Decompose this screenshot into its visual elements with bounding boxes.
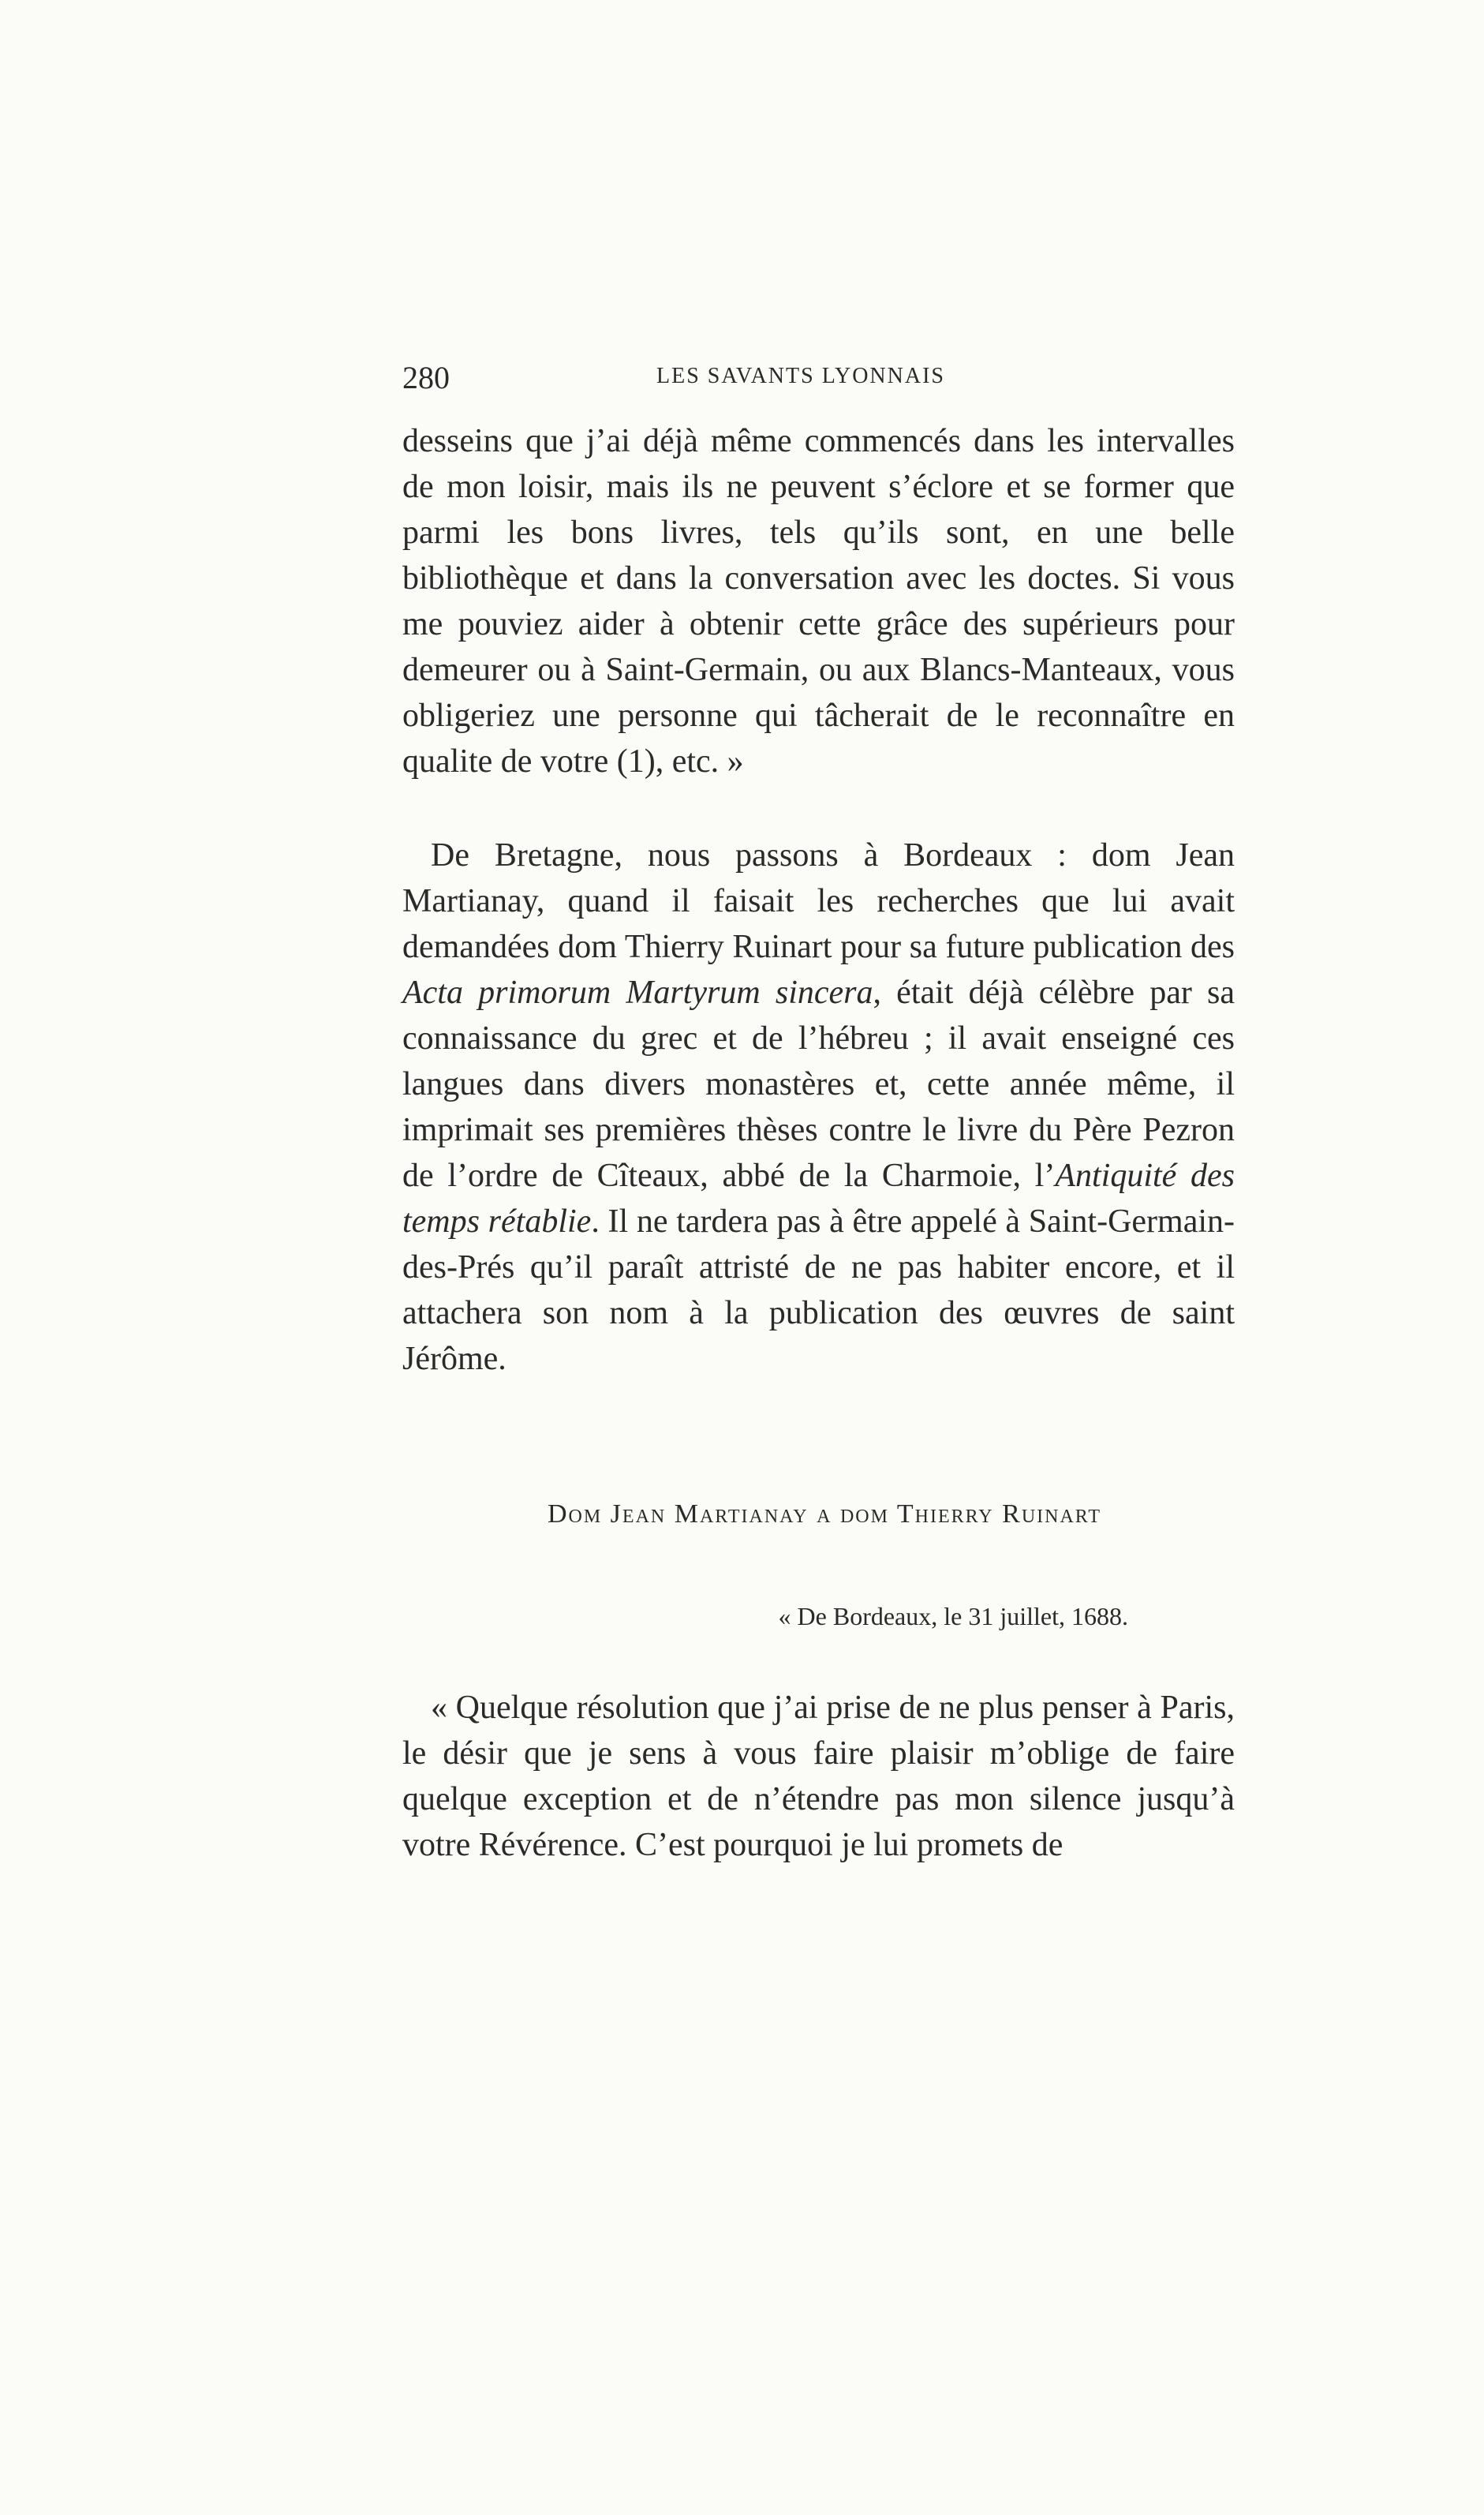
letter-heading: Dom Jean Martianay a dom Thierry Ruinart (547, 1499, 1102, 1529)
text-run: , était déjà célèbre par sa connaissance du grec et de l’hébreu ; il avait enseigné ces langues dans divers monastères et, cette année même, il imprimait ses premières thèses contre le livre du Père Pezron de l’ordre de Cîteaux, abbé de la Charmoie, l’ (402, 975, 1235, 1194)
letter-dateline: « De Bordeaux, le 31 juillet, 1688. (778, 1602, 1128, 1630)
paragraph-text: « Quelque résolution que j’ai prise de ne plus penser à Paris, le désir que je sens à vous faire plaisir m’oblige de faire quelque exception et de n’étendre pas mon silence jusqu’à votre Révérence. C’est pourquoi je lui promets de (402, 1690, 1235, 1863)
page-number: 280 (402, 360, 450, 395)
paragraph-text (402, 833, 1235, 1382)
italic-title-antiquite: Antiquité des temps rétablie (402, 1158, 1235, 1240)
letter-body (402, 1685, 1235, 1868)
paragraph-continuation (402, 418, 1235, 784)
italic-title-acta: Acta primorum Martyrum sincera (402, 975, 873, 1011)
running-title: LES SAVANTS LYONNAIS (656, 364, 945, 388)
text-run: . Il ne tardera pas à être appelé à Saint-Germain-des-Prés qu’il paraît attristé de ne pas habiter encore, et il attachera son nom à la publication des œuvres de saint Jérôme. (402, 1203, 1235, 1377)
paragraph-text: desseins que j’ai déjà même commencés dans les intervalles de mon loisir, mais ils ne peuvent s’éclore et se former que parmi les bons livres, tels qu’ils sont, en une belle bibliothèque et dans la conversation avec les doctes. Si vous me pouviez aider à obtenir cette grâce des supérieurs pour demeurer ou à Saint-Germain, ou aux Blancs-Manteaux, vous obligeriez une personne qui tâcherait de le reconnaître en qualite de votre (1), etc. » (402, 423, 1235, 780)
running-head (402, 359, 1243, 399)
text-run: De Bretagne, nous passons à Bordeaux : dom Jean Martianay, quand il faisait les recherches que lui avait demandées dom Thierry Ruinart pour sa future publication des (402, 837, 1235, 965)
paragraph-martianay (402, 833, 1235, 1382)
